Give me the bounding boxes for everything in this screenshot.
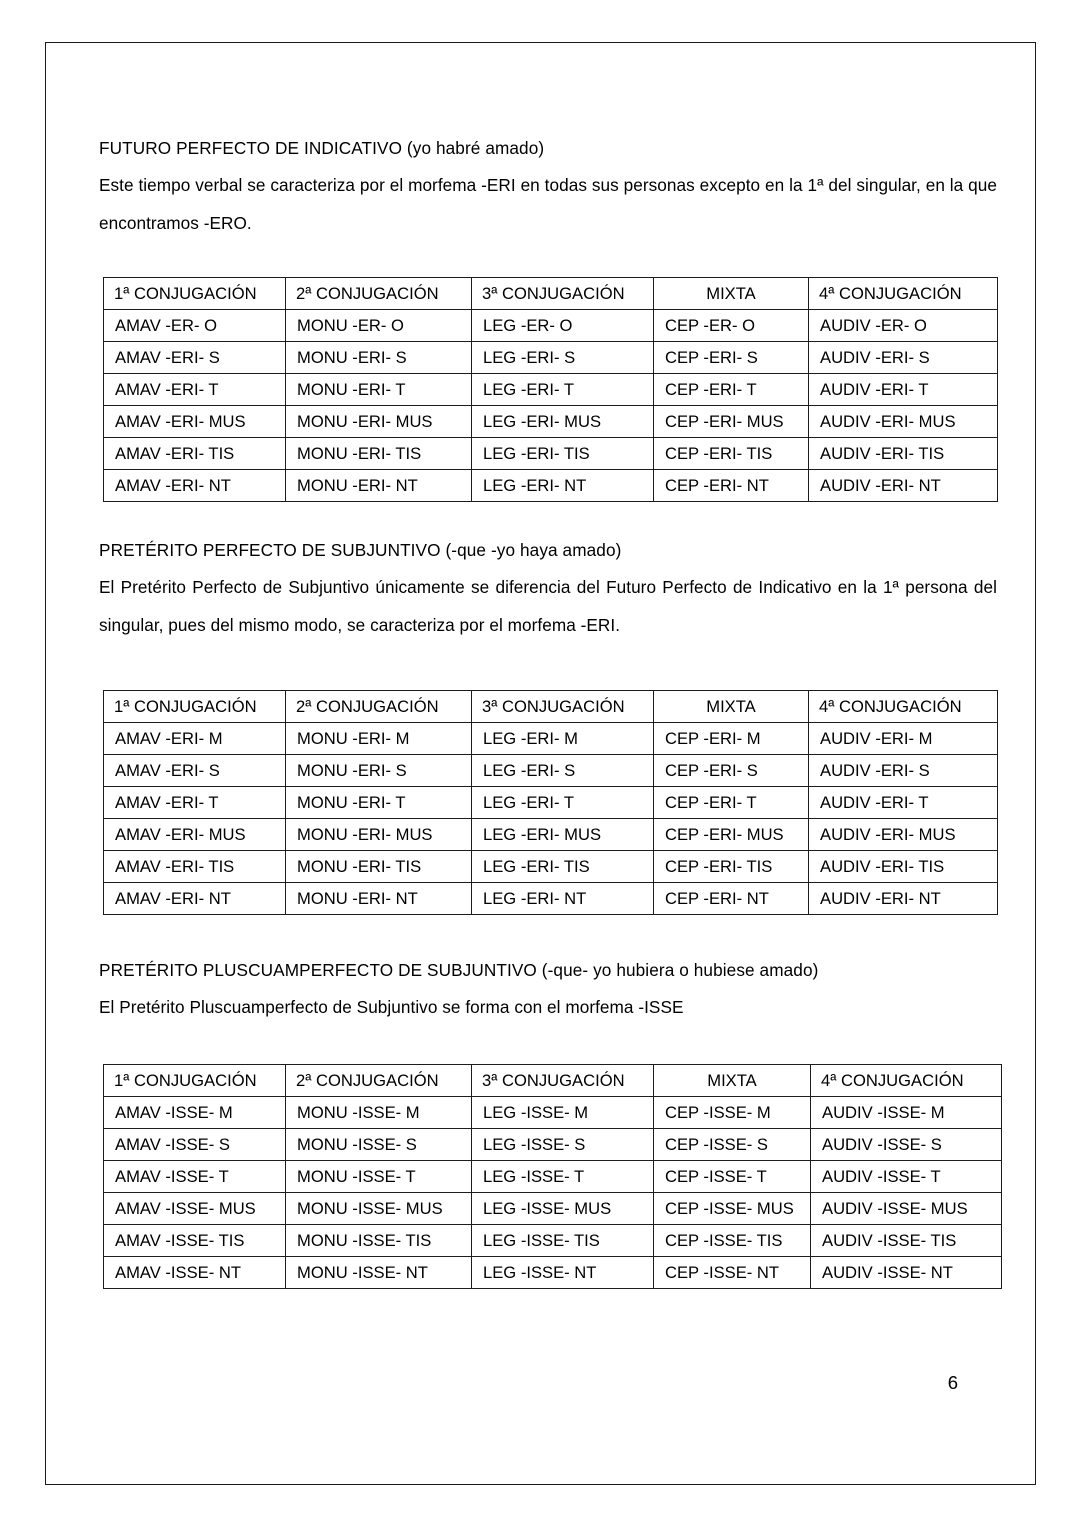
table-cell: LEG -ER- O: [472, 310, 654, 342]
table-header-row: [104, 1065, 1002, 1097]
table-cell: AUDIV -ERI- NT: [809, 470, 998, 502]
spacer: [99, 242, 997, 277]
table-cell: AMAV -ERI- S: [104, 755, 286, 787]
table-row: [104, 1225, 1002, 1257]
column-header-2a-conjugacion: 2ª CONJUGACIÓN: [286, 691, 472, 723]
table-cell: AUDIV -ERI- S: [809, 342, 998, 374]
table-cell: AUDIV -ISSE- MUS: [811, 1193, 1002, 1225]
table-cell: MONU -ER- O: [286, 310, 472, 342]
section-heading: PRETÉRITO PLUSCUAMPERFECTO DE SUBJUNTIVO (-que- yo hubiera o hubiese amado): [99, 960, 819, 980]
column-header-1a-conjugacion: 1ª CONJUGACIÓN: [104, 691, 286, 723]
table-cell: MONU -ISSE- M: [286, 1097, 472, 1129]
column-header-4a-conjugacion: 4ª CONJUGACIÓN: [809, 278, 998, 310]
table-cell: AMAV -ERI- T: [104, 374, 286, 406]
table-row: [104, 723, 998, 755]
conjugation-table-preterito-perfecto-subjuntivo: [103, 690, 998, 915]
table-row: [104, 1193, 1002, 1225]
table-cell: AMAV -ISSE- M: [104, 1097, 286, 1129]
table-cell: LEG -ISSE- NT: [472, 1257, 654, 1289]
table-cell: AUDIV -ISSE- TIS: [811, 1225, 1002, 1257]
table-cell: CEP -ISSE- MUS: [654, 1193, 811, 1225]
table-cell: LEG -ERI- T: [472, 374, 654, 406]
section-paragraph: El Pretérito Pluscuamperfecto de Subjuntivo se forma con el morfema -ISSE: [99, 997, 684, 1017]
column-header-mixta: MIXTA: [654, 691, 809, 723]
table-cell: LEG -ERI- TIS: [472, 438, 654, 470]
table-cell: LEG -ERI- MUS: [472, 819, 654, 851]
table-cell: CEP -ERI- S: [654, 755, 809, 787]
table-cell: AUDIV -ISSE- M: [811, 1097, 1002, 1129]
table-cell: AUDIV -ERI- TIS: [809, 851, 998, 883]
table-cell: AMAV -ERI- M: [104, 723, 286, 755]
table-cell: AMAV -ERI- S: [104, 342, 286, 374]
table-cell: AUDIV -ERI- TIS: [809, 438, 998, 470]
column-header-3a-conjugacion: 3ª CONJUGACIÓN: [472, 1065, 654, 1097]
table-row: [104, 787, 998, 819]
table-cell: CEP -ERI- NT: [654, 470, 809, 502]
table-cell: CEP -ISSE- TIS: [654, 1225, 811, 1257]
table-cell: LEG -ISSE- T: [472, 1161, 654, 1193]
table-row: [104, 851, 998, 883]
table-cell: CEP -ER- O: [654, 310, 809, 342]
spacer: [99, 644, 997, 690]
table-cell: CEP -ISSE- S: [654, 1129, 811, 1161]
table-cell: AMAV -ERI- TIS: [104, 851, 286, 883]
table-cell: MONU -ERI- TIS: [286, 851, 472, 883]
table-cell: AUDIV -ERI- T: [809, 374, 998, 406]
table-cell: CEP -ERI- M: [654, 723, 809, 755]
table-cell: AMAV -ISSE- T: [104, 1161, 286, 1193]
section-heading: FUTURO PERFECTO DE INDICATIVO (yo habré amado): [99, 138, 545, 158]
table-cell: AMAV -ISSE- TIS: [104, 1225, 286, 1257]
column-header-2a-conjugacion: 2ª CONJUGACIÓN: [286, 1065, 472, 1097]
table-cell: LEG -ERI- NT: [472, 470, 654, 502]
spacer: [99, 502, 997, 532]
conjugation-table-futuro-perfecto-indicativo: [103, 277, 998, 502]
table-cell: AMAV -ISSE- MUS: [104, 1193, 286, 1225]
page-number: 6: [947, 1372, 958, 1393]
table-cell: AUDIV -ERI- M: [809, 723, 998, 755]
table-cell: CEP -ERI- TIS: [654, 851, 809, 883]
table-cell: AUDIV -ISSE- NT: [811, 1257, 1002, 1289]
table-cell: AUDIV -ERI- T: [809, 787, 998, 819]
table-cell: AMAV -ERI- MUS: [104, 819, 286, 851]
table-cell: AMAV -ISSE- NT: [104, 1257, 286, 1289]
table-cell: AMAV -ERI- T: [104, 787, 286, 819]
table-cell: MONU -ERI- T: [286, 374, 472, 406]
table-row: [104, 755, 998, 787]
column-header-1a-conjugacion: 1ª CONJUGACIÓN: [104, 278, 286, 310]
table-cell: LEG -ISSE- M: [472, 1097, 654, 1129]
table-cell: CEP -ISSE- T: [654, 1161, 811, 1193]
table-cell: MONU -ERI- MUS: [286, 406, 472, 438]
table-cell: AUDIV -ER- O: [809, 310, 998, 342]
table-cell: AMAV -ERI- NT: [104, 883, 286, 915]
table-row: [104, 883, 998, 915]
section-paragraph: El Pretérito Perfecto de Subjuntivo únicamente se diferencia del Futuro Perfecto de Indicativo en la 1ª persona del singular, pues del mismo modo, se caracteriza por el morfema -ERI.: [99, 577, 997, 635]
conjugation-table-preterito-pluscuamperfecto-subjuntivo: [103, 1064, 1002, 1289]
section-preterito-pluscuamperfecto-subjuntivo: [99, 952, 997, 1289]
table-row: [104, 819, 998, 851]
table-cell: AUDIV -ISSE- T: [811, 1161, 1002, 1193]
table-cell: MONU -ISSE- MUS: [286, 1193, 472, 1225]
table-cell: AMAV -ERI- TIS: [104, 438, 286, 470]
document-content: [99, 130, 997, 1289]
table-cell: MONU -ERI- MUS: [286, 819, 472, 851]
table-row: [104, 1257, 1002, 1289]
column-header-mixta: MIXTA: [654, 278, 809, 310]
table-cell: AMAV -ER- O: [104, 310, 286, 342]
table-cell: CEP -ERI- T: [654, 787, 809, 819]
table-cell: LEG -ERI- S: [472, 342, 654, 374]
table-cell: MONU -ISSE- T: [286, 1161, 472, 1193]
table-cell: LEG -ISSE- TIS: [472, 1225, 654, 1257]
table-row: [104, 406, 998, 438]
table-cell: AMAV -ERI- MUS: [104, 406, 286, 438]
column-header-3a-conjugacion: 3ª CONJUGACIÓN: [472, 278, 654, 310]
table-header-row: [104, 278, 998, 310]
table-cell: LEG -ERI- TIS: [472, 851, 654, 883]
table-cell: MONU -ERI- M: [286, 723, 472, 755]
table-cell: LEG -ERI- NT: [472, 883, 654, 915]
table-cell: MONU -ERI- TIS: [286, 438, 472, 470]
table-cell: CEP -ERI- T: [654, 374, 809, 406]
table-row: [104, 342, 998, 374]
column-header-4a-conjugacion: 4ª CONJUGACIÓN: [811, 1065, 1002, 1097]
column-header-2a-conjugacion: 2ª CONJUGACIÓN: [286, 278, 472, 310]
table-cell: LEG -ERI- MUS: [472, 406, 654, 438]
table-cell: LEG -ERI- M: [472, 723, 654, 755]
table-row: [104, 470, 998, 502]
table-row: [104, 310, 998, 342]
table-cell: CEP -ERI- S: [654, 342, 809, 374]
table-cell: AMAV -ISSE- S: [104, 1129, 286, 1161]
table-cell: AUDIV -ERI- S: [809, 755, 998, 787]
section-preterito-perfecto-subjuntivo: [99, 532, 997, 915]
table-cell: AMAV -ERI- NT: [104, 470, 286, 502]
section-heading: PRETÉRITO PERFECTO DE SUBJUNTIVO (-que -yo haya amado): [99, 540, 622, 560]
section-futuro-perfecto-indicativo: [99, 130, 997, 502]
table-cell: AUDIV -ERI- MUS: [809, 406, 998, 438]
table-row: [104, 374, 998, 406]
table-cell: MONU -ISSE- NT: [286, 1257, 472, 1289]
table-cell: CEP -ERI- MUS: [654, 819, 809, 851]
table-cell: MONU -ISSE- S: [286, 1129, 472, 1161]
table-row: [104, 438, 998, 470]
spacer: [99, 1026, 997, 1064]
table-cell: CEP -ISSE- NT: [654, 1257, 811, 1289]
column-header-4a-conjugacion: 4ª CONJUGACIÓN: [809, 691, 998, 723]
table-cell: MONU -ERI- S: [286, 342, 472, 374]
table-cell: CEP -ISSE- M: [654, 1097, 811, 1129]
table-cell: CEP -ERI- NT: [654, 883, 809, 915]
table-cell: LEG -ISSE- MUS: [472, 1193, 654, 1225]
column-header-mixta: MIXTA: [654, 1065, 811, 1097]
table-row: [104, 1161, 1002, 1193]
table-cell: LEG -ERI- T: [472, 787, 654, 819]
table-cell: AUDIV -ERI- NT: [809, 883, 998, 915]
table-cell: MONU -ERI- NT: [286, 883, 472, 915]
column-header-3a-conjugacion: 3ª CONJUGACIÓN: [472, 691, 654, 723]
table-cell: AUDIV -ERI- MUS: [809, 819, 998, 851]
table-cell: MONU -ERI- T: [286, 787, 472, 819]
table-cell: LEG -ERI- S: [472, 755, 654, 787]
table-cell: LEG -ISSE- S: [472, 1129, 654, 1161]
table-cell: CEP -ERI- TIS: [654, 438, 809, 470]
column-header-1a-conjugacion: 1ª CONJUGACIÓN: [104, 1065, 286, 1097]
table-row: [104, 1097, 1002, 1129]
spacer: [99, 915, 997, 952]
table-cell: MONU -ERI- S: [286, 755, 472, 787]
table-row: [104, 1129, 1002, 1161]
table-header-row: [104, 691, 998, 723]
table-cell: MONU -ERI- NT: [286, 470, 472, 502]
table-cell: MONU -ISSE- TIS: [286, 1225, 472, 1257]
table-cell: AUDIV -ISSE- S: [811, 1129, 1002, 1161]
section-paragraph: Este tiempo verbal se caracteriza por el morfema -ERI en todas sus personas excepto en la 1ª del singular, en la que encontramos -ERO.: [99, 175, 997, 233]
table-cell: CEP -ERI- MUS: [654, 406, 809, 438]
